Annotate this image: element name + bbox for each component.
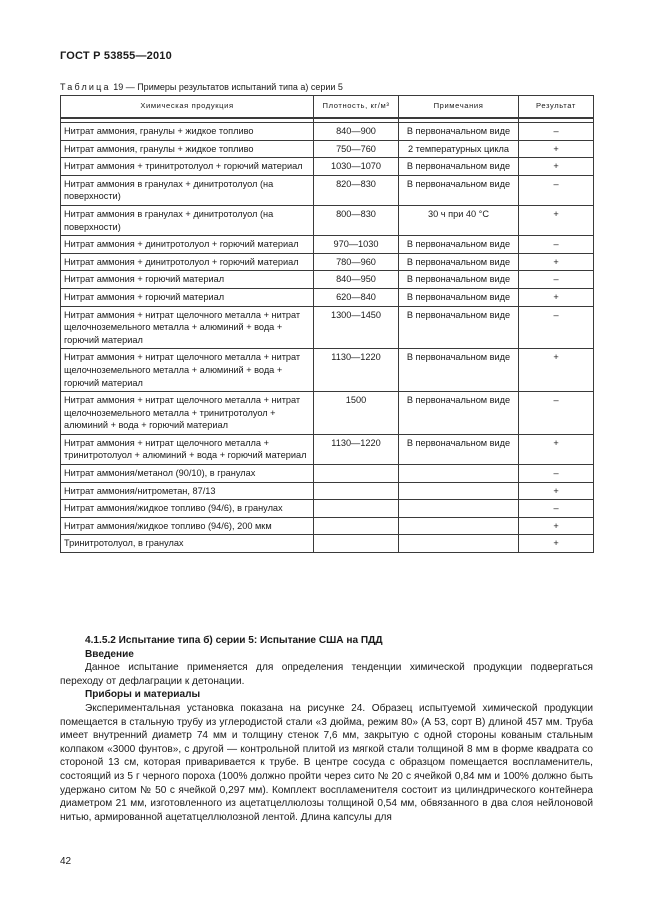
table-caption-text: 19 — Примеры результатов испытаний типа а) серии 5 (110, 82, 343, 92)
cell-density: 970—1030 (314, 236, 399, 254)
table-caption-prefix: Таблица (60, 82, 111, 92)
table-row (61, 123, 594, 141)
cell-note: 30 ч при 40 °С (399, 205, 519, 235)
cell-product: Нитрат аммония в гранулах + динитротолуол (на поверхности) (61, 205, 314, 235)
cell-note: В первоначальном виде (399, 253, 519, 271)
cell-result: + (519, 253, 594, 271)
cell-product: Нитрат аммония/жидкое топливо (94/6), 200 мкм (61, 517, 314, 535)
cell-note: В первоначальном виде (399, 175, 519, 205)
cell-density: 840—950 (314, 271, 399, 289)
cell-product: Нитрат аммония + горючий материал (61, 271, 314, 289)
table-row (61, 535, 594, 553)
cell-product: Нитрат аммония в гранулах + динитротолуол (на поверхности) (61, 175, 314, 205)
cell-density: 750—760 (314, 140, 399, 158)
table-row (61, 500, 594, 518)
cell-result: + (519, 434, 594, 464)
cell-result: – (519, 271, 594, 289)
cell-density (314, 465, 399, 483)
cell-result: – (519, 500, 594, 518)
table-row (61, 434, 594, 464)
column-header-result: Результат (519, 96, 594, 119)
cell-product: Нитрат аммония + динитротолуол + горючий материал (61, 253, 314, 271)
cell-result: + (519, 158, 594, 176)
intro-paragraph: Данное испытание применяется для определения тенденции химической продукции подвергаться переходу от дефлаграции к детонации. (60, 662, 593, 687)
cell-note: В первоначальном виде (399, 434, 519, 464)
table-row (61, 392, 594, 435)
cell-product: Нитрат аммония, гранулы + жидкое топливо (61, 123, 314, 141)
table-row (61, 465, 594, 483)
cell-result: + (519, 535, 594, 553)
cell-result: – (519, 392, 594, 435)
cell-note: В первоначальном виде (399, 349, 519, 392)
table-row (61, 288, 594, 306)
cell-product: Нитрат аммония + тринитротолуол + горючий материал (61, 158, 314, 176)
cell-density: 1030—1070 (314, 158, 399, 176)
cell-note (399, 482, 519, 500)
section-heading: 4.1.5.2 Испытание типа б) серии 5: Испытание США на ПДД (85, 635, 383, 646)
cell-density: 1500 (314, 392, 399, 435)
document-id: ГОСТ Р 53855—2010 (60, 50, 172, 62)
cell-note: В первоначальном виде (399, 288, 519, 306)
table-row (61, 236, 594, 254)
materials-title: Приборы и материалы (85, 689, 201, 701)
table-row (61, 175, 594, 205)
cell-product: Нитрат аммония + нитрат щелочного металла + нитрат щелочноземельного металла + алюминий + вода + горючий материал (61, 349, 314, 392)
table-row (61, 158, 594, 176)
table-body (61, 118, 594, 553)
cell-density (314, 482, 399, 500)
cell-product: Нитрат аммония + динитротолуол + горючий материал (61, 236, 314, 254)
table-row (61, 140, 594, 158)
cell-density: 800—830 (314, 205, 399, 235)
cell-note: В первоначальном виде (399, 123, 519, 141)
cell-product: Нитрат аммония/метанол (90/10), в гранулах (61, 465, 314, 483)
cell-density: 840—900 (314, 123, 399, 141)
cell-result: + (519, 288, 594, 306)
cell-result: + (519, 140, 594, 158)
cell-result: + (519, 482, 594, 500)
table-row (61, 482, 594, 500)
cell-result: + (519, 205, 594, 235)
column-header-product: Химическая продукция (61, 96, 314, 119)
cell-note: В первоначальном виде (399, 392, 519, 435)
cell-result: – (519, 175, 594, 205)
table-row (61, 349, 594, 392)
cell-product: Нитрат аммония/нитрометан, 87/13 (61, 482, 314, 500)
table-row (61, 306, 594, 349)
cell-note (399, 517, 519, 535)
cell-note (399, 500, 519, 518)
cell-density (314, 500, 399, 518)
cell-product: Нитрат аммония, гранулы + жидкое топливо (61, 140, 314, 158)
cell-result: – (519, 236, 594, 254)
cell-note: В первоначальном виде (399, 158, 519, 176)
cell-result: + (519, 349, 594, 392)
cell-result: – (519, 306, 594, 349)
table-row (61, 517, 594, 535)
cell-product: Нитрат аммония + нитрат щелочного металла + тринитротолуол + алюминий + вода + горючий материал (61, 434, 314, 464)
table-row (61, 253, 594, 271)
cell-note: В первоначальном виде (399, 306, 519, 349)
cell-product: Тринитротолуол, в гранулах (61, 535, 314, 553)
table-header-row (61, 96, 594, 119)
cell-product: Нитрат аммония + нитрат щелочного металла + нитрат щелочноземельного металла + алюминий + вода + горючий материал (61, 306, 314, 349)
cell-note: 2 температурных цикла (399, 140, 519, 158)
results-table (60, 95, 594, 553)
column-header-density: Плотность, кг/м³ (314, 96, 399, 119)
page-number: 42 (60, 856, 72, 867)
cell-density (314, 517, 399, 535)
materials-paragraph: Экспериментальная установка показана на рисунке 24. Образец испытуемой химической продукции помещается в стальную трубу из углеродистой стали «3 дюйма, режим 80» (А 53, сорт В) длиной 457 мм. Труба имеет внутренний диаметр 74 мм и толщину стенок 7,6 мм, закрытую с одной стороны кованым стальным колпаком «3000 фунтов», с другой — контрольной плитой из мягкой стали толщиной 8 мм в форме квадрата со стороной 13 см, которая приваривается к трубе. В центре сосуда с образцом помещается воспламенитель, состоящий из 5 г черного пороха (100% должно пройти через сито № 20 с ячейкой 0,84 мм и 100% должно быть удержано ситом № 50 с ячейкой 0,297 мм). Комплект воспламенителя состоит из цилиндрического контейнера диаметром 21 мм, изготовленного из ацетатцеллюлозы толщиной 0,54 мм, обвязанного в два слоя нейлоновой нитью, армированной ацетатцеллюлозной лентой. Длина капсулы для (60, 702, 593, 823)
section-body (60, 634, 593, 824)
table-row (61, 205, 594, 235)
cell-density: 620—840 (314, 288, 399, 306)
cell-note: В первоначальном виде (399, 236, 519, 254)
cell-product: Нитрат аммония/жидкое топливо (94/6), в гранулах (61, 500, 314, 518)
cell-product: Нитрат аммония + нитрат щелочного металла + нитрат щелочноземельного металла + тринитротолуол + алюминий + вода + горючий материал (61, 392, 314, 435)
table-caption (60, 82, 343, 92)
cell-density (314, 535, 399, 553)
cell-note (399, 465, 519, 483)
cell-note (399, 535, 519, 553)
cell-density: 1130—1220 (314, 434, 399, 464)
column-header-notes: Примечания (399, 96, 519, 119)
cell-density: 1130—1220 (314, 349, 399, 392)
cell-result: – (519, 465, 594, 483)
cell-result: + (519, 517, 594, 535)
cell-result: – (519, 123, 594, 141)
cell-density: 820—830 (314, 175, 399, 205)
cell-note: В первоначальном виде (399, 271, 519, 289)
cell-density: 780—960 (314, 253, 399, 271)
intro-title: Введение (85, 648, 134, 660)
table-row (61, 271, 594, 289)
cell-product: Нитрат аммония + горючий материал (61, 288, 314, 306)
cell-density: 1300—1450 (314, 306, 399, 349)
